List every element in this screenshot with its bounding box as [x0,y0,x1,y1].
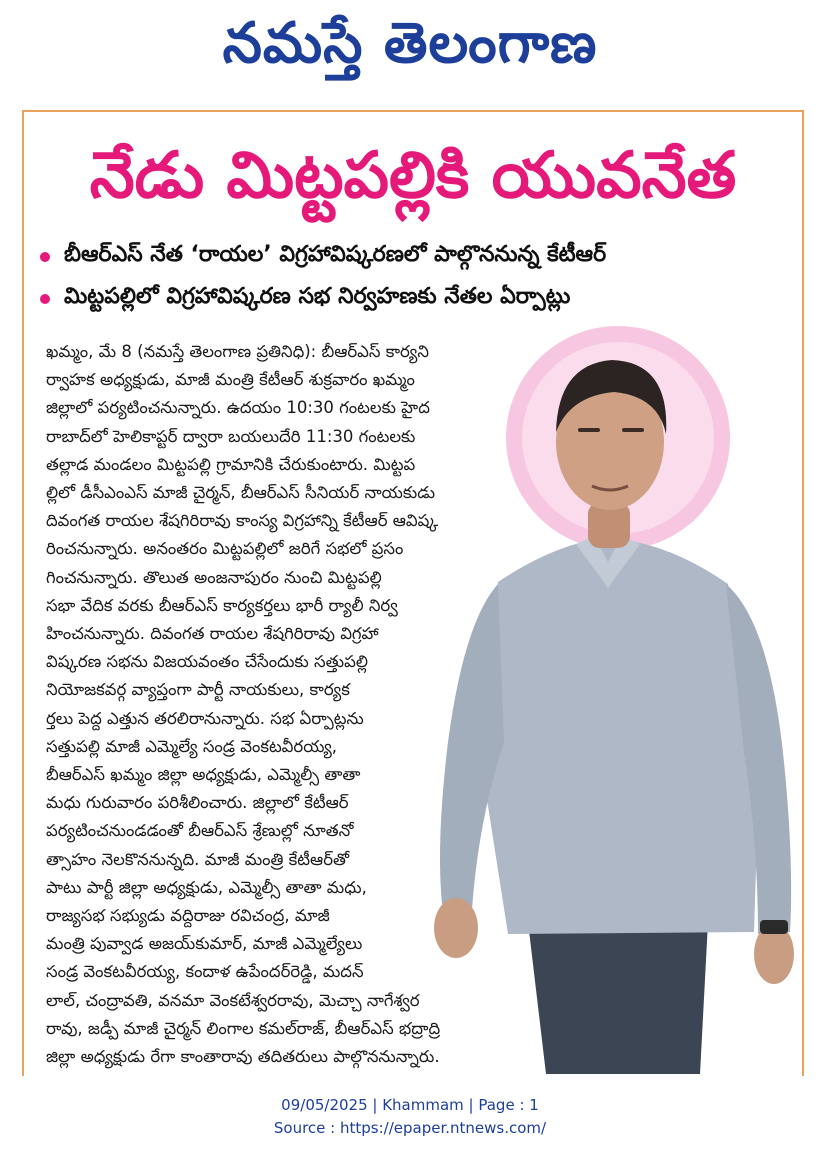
body-line: ల్లిలో డీసీఎంఎస్ మాజీ చైర్మన్, బీఆర్ఎస్ సీనియర్ నాయకుడు [46,483,436,503]
body-line: రాజ్యసభ సభ్యుడు వద్దిరాజు రవిచంద్ర, మాజీ [46,906,330,926]
body-line: పర్యటించనుండడంతో బీఆర్ఎస్ శ్రేణుల్లో నూతనో [46,821,354,841]
subheadline-item [40,236,790,278]
subheadline-item [40,278,790,320]
newspaper-masthead: నమస్తే తెలంగాణ [222,11,598,76]
body-line: మంత్రి పువ్వాడ అజయ్‌కుమార్, మాజీ ఎమ్మెల్యేలు [46,934,363,954]
page-footer [0,1094,820,1140]
subheadline-text: బీఆర్ఎస్ నేత ‘రాయల’ విగ్రహావిష్కరణలో పాల్గొననున్న కేటీఆర్ [64,242,607,267]
body-line: త్సాహం నెలకొననున్నది. మాజీ మంత్రి కేటీఆర్‌తో [46,849,350,869]
footer-source-link[interactable]: Source : https://epaper.ntnews.com/ [273,1119,547,1137]
body-line: లాల్, చంద్రావతి, వనమా వెంకటేశ్వరరావు, మెచ్చా నాగేశ్వర [46,990,420,1010]
bullet-dot-icon [40,252,50,262]
article-clipping [22,110,804,1076]
body-line: సభా వేదిక వరకు బీఆర్ఎస్ కార్యకర్తలు భారీ ర్యాలీ నిర్వ [46,595,398,615]
body-line: సండ్ర వెంకటవీరయ్య, కందాళ ఉపేందర్‌రెడ్డి, మదన్ [46,962,364,982]
article-body [46,338,524,1071]
subheadline-list [40,236,790,320]
body-line: ర్తలు పెద్ద ఎత్తున తరలిరానున్నారు. సభ ఏర్పాట్లను [46,708,364,728]
body-line: జిల్లా అధ్యక్షుడు రేగా కాంతారావు తదితరులు పాల్గొననున్నారు. [46,1047,440,1067]
body-line: తల్లాడ మండలం మిట్టపల్లి గ్రామానికి చేరుకుంటారు. మిట్టప [46,454,416,474]
footer-edition-info: 09/05/2025 | Khammam | Page : 1 [281,1096,539,1114]
body-line: బీఆర్ఎస్ ఖమ్మం జిల్లా అధ్యక్షుడు, ఎమ్మెల్సీ తాతా [46,765,361,785]
body-line: ఖమ్మం, మే 8 (నమస్తే తెలంగాణ ప్రతినిధి): బీఆర్ఎస్ కార్యని [46,342,429,361]
body-line: రాబాద్‌లో హెలికాప్టర్ ద్వారా బయలుదేరి 11:30 గంటలకు [46,426,416,446]
body-line: మధు గురువారం పరిశీలించారు. జిల్లాలో కేటీఆర్ [46,793,349,813]
body-line: పాటు పార్టీ జిల్లా అధ్యక్షుడు, ఎమ్మెల్సీ తాతా మధు, [46,877,367,897]
body-line: ర్వాహక అధ్యక్షుడు, మాజీ మంత్రి కేటీఆర్ శుక్రవారం ఖమ్మం [46,370,415,390]
body-line: రించనున్నారు. అనంతరం మిట్టపల్లిలో జరిగే సభలో ప్రసం [46,539,404,559]
body-line: నియోజకవర్గ వ్యాప్తంగా పార్టీ నాయకులు, కార్యక [46,680,350,700]
body-line: జిల్లాలో పర్యటించనున్నారు. ఉదయం 10:30 గంటలకు హైద [46,398,430,418]
body-line: విష్కరణ సభను విజయవంతం చేసేందుకు సత్తుపల్లి [46,652,368,672]
wristwatch [760,920,788,934]
trousers [528,922,708,1074]
body-line: రావు, జడ్పీ మాజీ చైర్మన్ లింగాల కమల్‌రాజ్, బీఆర్ఎస్ భద్రాద్రి [46,1018,441,1038]
body-line: గించనున్నారు. తొలుత అంజనాపురం నుంచి మిట్టపల్లి [46,567,382,587]
article-headline: నేడు మిట్టపల్లికి యువనేత [89,139,737,213]
body-line: హించనున్నారు. దివంగత రాయల శేషగిరిరావు విగ్రహా [46,624,379,644]
body-line: దివంగత రాయల శేషగిరిరావు కాంస్య విగ్రహాన్ని కేటీఆర్ ఆవిష్క [46,511,439,531]
body-line: సత్తుపల్లి మాజీ ఎమ్మెల్యే సండ్ర వెంకటవీరయ్య, [46,736,338,756]
subheadline-text: మిట్టపల్లిలో విగ్రహావిష్కరణ సభ నిర్వహణకు నేతల ఏర్పాట్లు [64,284,571,309]
bullet-dot-icon [40,294,50,304]
